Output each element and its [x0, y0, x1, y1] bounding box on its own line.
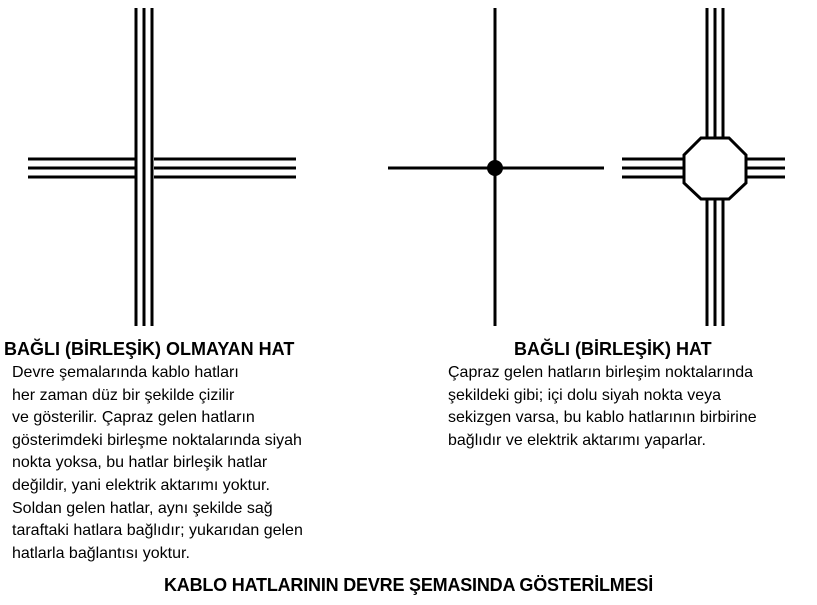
description-line: her zaman düz bir şekilde çizilir [12, 386, 235, 404]
unconnected-title: BAĞLI (BİRLEŞİK) OLMAYAN HAT [4, 339, 295, 359]
horizontal-triple-line-left [28, 159, 135, 177]
description-line: sekizgen varsa, bu kablo hatlarının birbirine [448, 409, 757, 427]
unconnected-description [12, 362, 303, 565]
junction-dot [487, 160, 503, 176]
description-line: ve gösterilir. Çapraz gelen hatların [12, 409, 255, 427]
junction-octagon [684, 138, 746, 199]
description-line: nokta yoksa, bu hatlar birleşik hatlar [12, 454, 268, 472]
description-line: değildir, yani elektrik aktarımı yoktur. [12, 476, 270, 494]
octagon-top-lines [707, 8, 723, 138]
description-line: şekildeki gibi; içi dolu siyah nokta veya [448, 386, 722, 404]
description-line: Devre şemalarında kablo hatları [12, 364, 239, 381]
description-line: taraftaki hatlara bağlıdır; yukarıdan gelen [12, 522, 303, 540]
connected-title: BAĞLI (BİRLEŞİK) HAT [514, 339, 712, 359]
description-line: Çapraz gelen hatların birleşim noktalarında [448, 364, 754, 381]
connected-description [448, 362, 757, 452]
description-line: hatlarla bağlantısı yoktur. [12, 544, 190, 562]
vertical-triple-line [136, 8, 152, 326]
horizontal-triple-line-right [154, 159, 296, 177]
description-line: Soldan gelen hatlar, aynı şekilde sağ [12, 499, 273, 517]
connected-octagon-crossing-symbol [622, 8, 785, 326]
octagon-bottom-lines [707, 198, 723, 326]
octagon-right-lines [745, 159, 785, 177]
diagram-caption: KABLO HATLARININ DEVRE ŞEMASINDA GÖSTERİLMESİ [163, 575, 653, 595]
description-line: gösterimdeki birleşme noktalarında siyah [12, 431, 302, 449]
unconnected-crossing-symbol [28, 8, 296, 326]
description-line: bağlıdır ve elektrik aktarımı yaparlar. [448, 431, 706, 449]
connected-dot-crossing-symbol [388, 8, 604, 326]
octagon-left-lines [622, 159, 685, 177]
